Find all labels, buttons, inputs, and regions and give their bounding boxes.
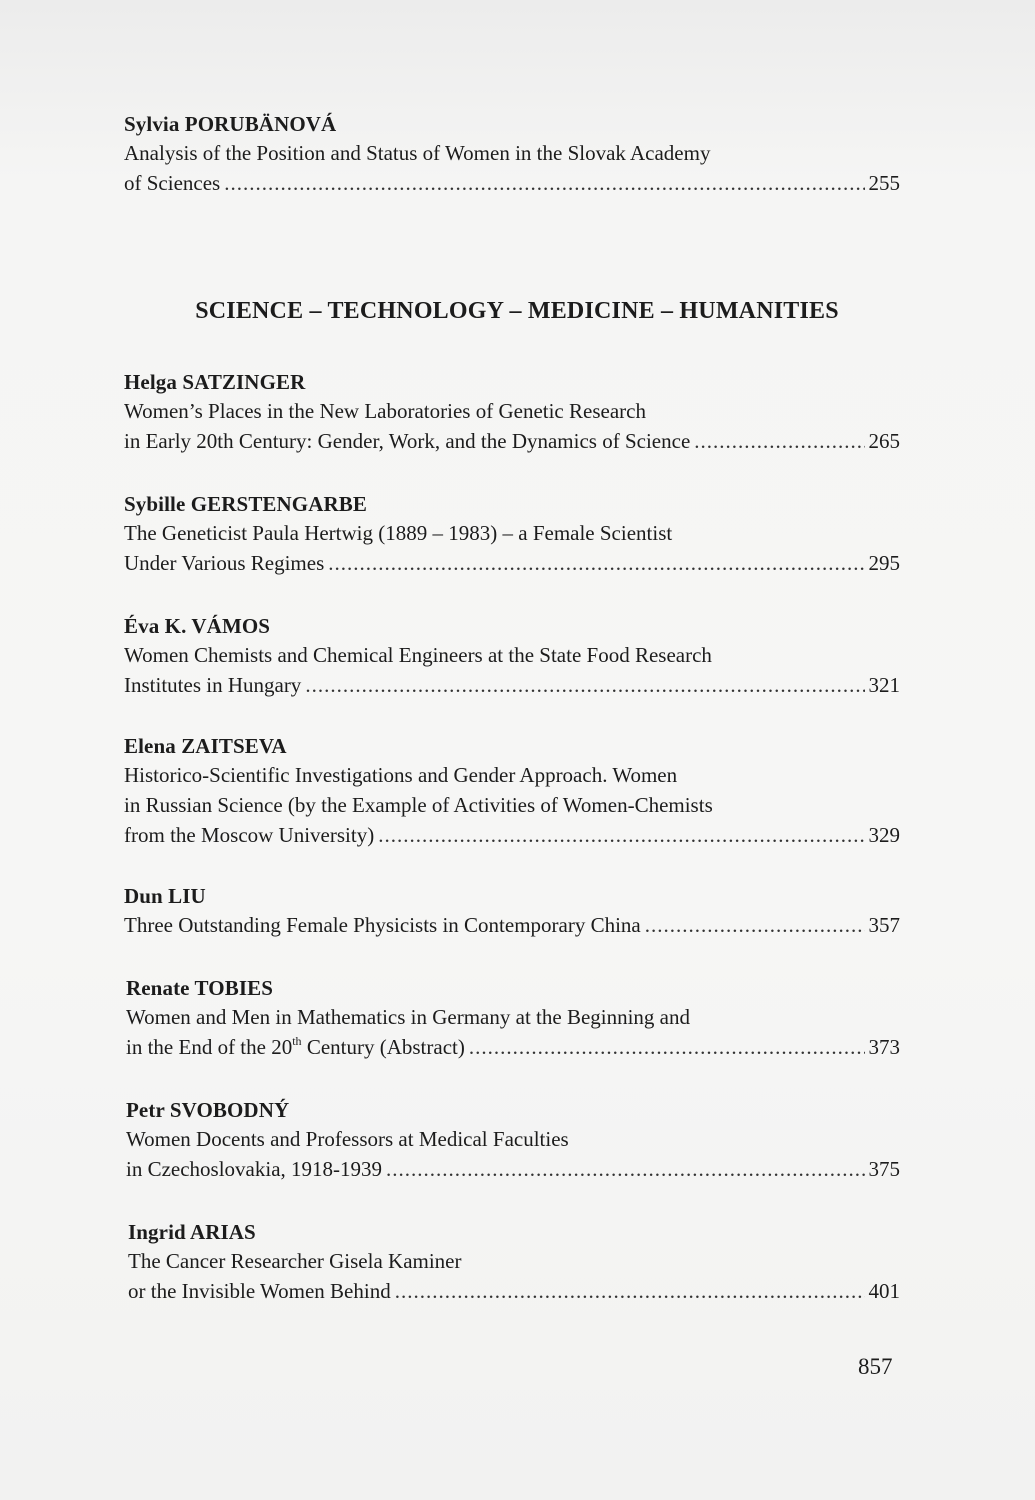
entry-title-last-line <box>124 548 900 578</box>
entry-page-number: 255 <box>868 171 900 195</box>
toc-entry <box>126 1096 900 1184</box>
entry-title-text: Under Various Regimes <box>124 551 325 575</box>
entry-title-last-line <box>126 1154 900 1184</box>
entry-author: Éva K. VÁMOS <box>124 614 271 638</box>
toc-entry <box>124 368 900 456</box>
dot-leader <box>645 910 865 940</box>
toc-entry <box>124 612 900 700</box>
toc-entry <box>124 732 900 850</box>
entry-title-line: The Geneticist Paula Hertwig (1889 – 1983) – a Female Scientist <box>124 521 673 545</box>
entry-title-last-line <box>126 1032 900 1062</box>
entry-title-text: in Czechoslovakia, 1918-1939 <box>126 1157 383 1181</box>
entry-title-text: from the Moscow University) <box>124 823 375 847</box>
dot-leader <box>694 426 864 456</box>
entry-title-line: Women Docents and Professors at Medical Faculties <box>126 1127 569 1151</box>
entry-page-number: 357 <box>868 913 900 937</box>
section-heading: SCIENCE – TECHNOLOGY – MEDICINE – HUMANITIES <box>195 298 839 324</box>
entry-title-line: Women’s Places in the New Laboratories of Genetic Research <box>124 399 646 423</box>
entry-title-last-line <box>128 1276 900 1306</box>
entry-page-number: 375 <box>868 1157 900 1181</box>
entry-title-text: Institutes in Hungary <box>124 673 302 697</box>
entry-author: Sybille GERSTENGARBE <box>124 492 367 516</box>
superscript: th <box>292 1034 302 1048</box>
toc-entry <box>128 1218 900 1306</box>
entry-author: Ingrid ARIAS <box>128 1220 256 1244</box>
entry-title-text: Three Outstanding Female Physicists in Contemporary China <box>124 913 641 937</box>
entry-page-number: 401 <box>868 1279 900 1303</box>
entry-title-line: The Cancer Researcher Gisela Kaminer <box>128 1249 462 1273</box>
dot-leader <box>305 670 864 700</box>
dot-leader <box>224 168 864 198</box>
entry-title-text <box>126 1032 465 1062</box>
entry-title-last-line <box>124 670 900 700</box>
entry-author: Petr SVOBODNÝ <box>126 1098 290 1122</box>
entry-author: Renate TOBIES <box>126 976 273 1000</box>
dot-leader <box>378 820 864 850</box>
table-of-contents <box>124 110 900 1306</box>
entry-title-line: in Russian Science (by the Example of Activities of Women-Chemists <box>124 793 713 817</box>
entry-title-last-line <box>124 910 900 940</box>
toc-entry <box>124 490 900 578</box>
entry-title-text: in Early 20th Century: Gender, Work, and the Dynamics of Science <box>124 429 691 453</box>
entry-page-number: 321 <box>868 673 900 697</box>
page-number: 857 <box>858 1354 893 1379</box>
entry-title-text-part: Century (Abstract) <box>301 1035 465 1059</box>
entry-title-text: of Sciences <box>124 171 221 195</box>
entry-author: Sylvia PORUBÄNOVÁ <box>124 112 337 136</box>
entry-author: Elena ZAITSEVA <box>124 734 287 758</box>
entry-title-line: Historico-Scientific Investigations and Gender Approach. Women <box>124 763 678 787</box>
entry-title-text-part: in the End of the 20 <box>126 1035 293 1059</box>
dot-leader <box>386 1154 864 1184</box>
toc-entry <box>126 974 900 1062</box>
toc-entry <box>124 110 900 198</box>
toc-entry <box>124 882 900 940</box>
entry-page-number: 265 <box>868 429 900 453</box>
entry-author: Dun LIU <box>124 884 206 908</box>
entry-title-line: Women and Men in Mathematics in Germany at the Beginning and <box>126 1005 691 1029</box>
entry-page-number: 295 <box>868 551 900 575</box>
entry-title-last-line <box>124 168 900 198</box>
entry-page-number: 329 <box>868 823 900 847</box>
entry-author: Helga SATZINGER <box>124 370 306 394</box>
entry-title-line: Analysis of the Position and Status of Women in the Slovak Academy <box>124 141 711 165</box>
dot-leader <box>395 1276 865 1306</box>
dot-leader <box>469 1032 865 1062</box>
entry-title-text: or the Invisible Women Behind <box>128 1279 391 1303</box>
entry-page-number: 373 <box>868 1035 900 1059</box>
entry-title-line: Women Chemists and Chemical Engineers at the State Food Research <box>124 643 712 667</box>
entry-title-last-line <box>124 820 900 850</box>
entry-title-last-line <box>124 426 900 456</box>
dot-leader <box>328 548 864 578</box>
